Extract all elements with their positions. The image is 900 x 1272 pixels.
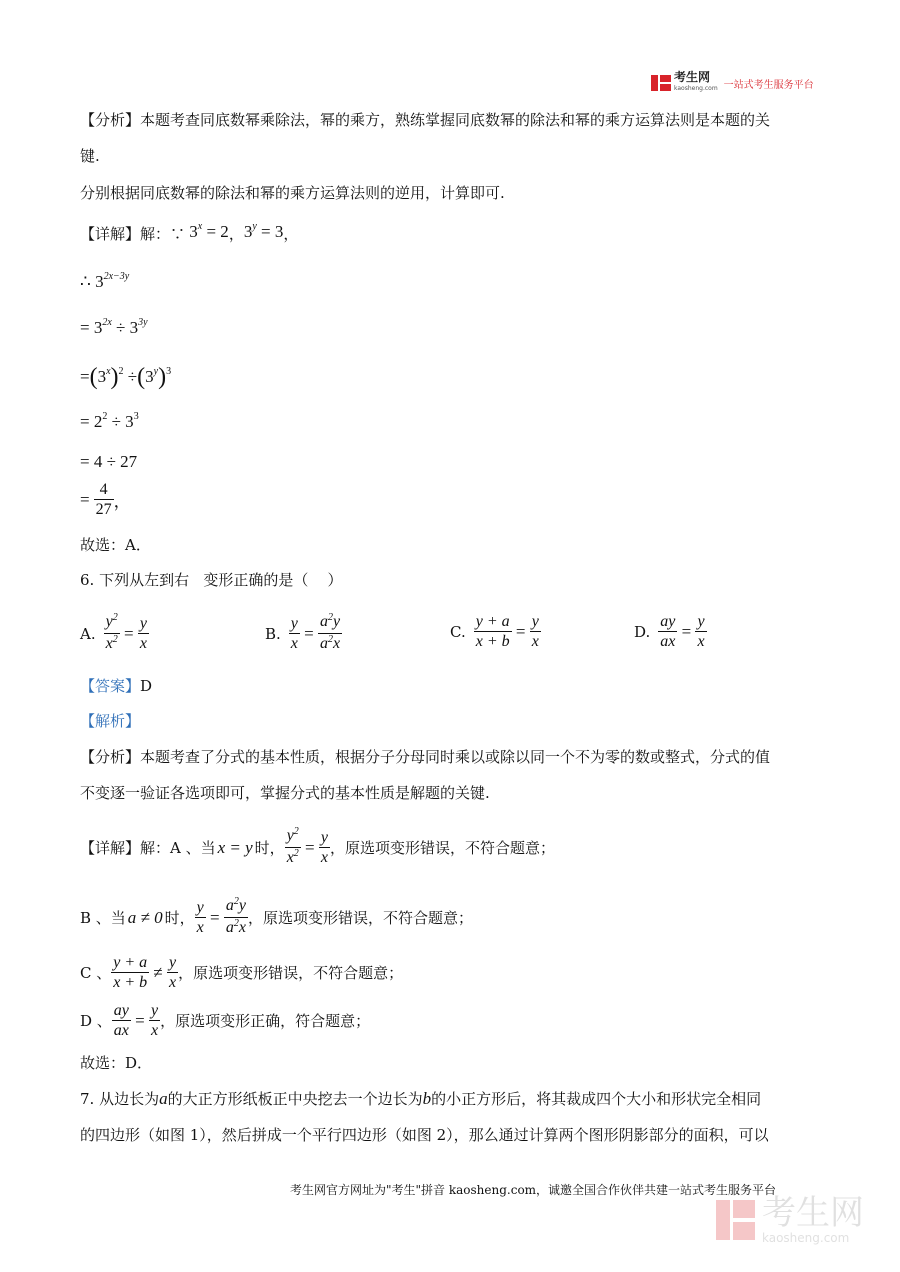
q5-comma: ， <box>228 224 244 243</box>
watermark-brand: 考生网 <box>762 1193 864 1233</box>
q6-detail-c: C 、 $\frac{y + a}{x + b}$ ≠ $\frac{y}{x}$ ，原选项变形错误，不符合题意； <box>80 954 404 991</box>
q5-step5: = 4 ÷ 27 <box>80 452 138 471</box>
q6-detail-b: B 、当 a ≠ 0 时， $\frac{y}{x}$ = $\frac{a^2y}{a^2x}$ ，原选项变形错误，不符合题意； <box>80 896 473 939</box>
q5-detail-prefix: 【详解】解：∵ <box>80 224 186 243</box>
q5-result-numerator: 4 <box>99 481 108 498</box>
brand-name: 考生网 <box>674 70 711 84</box>
q5-step6: = $\frac{4}{27}$ ， <box>80 481 131 518</box>
q6-jiexi-tag: 【解析】 <box>80 712 141 730</box>
answer-tag: 【答案】 <box>80 677 141 695</box>
q5-step1: ∴ $3^{2x-3y}$ <box>80 271 130 291</box>
q6-stem: 6. 下列从左到右 变形正确的是（ ） <box>80 571 343 589</box>
header-logo <box>651 72 814 94</box>
brand-domain: kaosheng.com <box>674 85 718 92</box>
q5-result-denominator: 27 <box>95 501 112 518</box>
q6-analysis-line2: 不变逐一验证各选项即可，掌握分式的基本性质是解题的关键. <box>80 784 490 802</box>
q7-line1: 7. 从边长为a的大正方形纸板正中央挖去一个边长为b的小正方形后，将其裁成四个大小和形状完全相同 <box>80 1089 762 1108</box>
header-slogan: 一站式考生服务平台 <box>723 79 814 91</box>
kaosheng-logo-icon <box>651 73 671 93</box>
answer-value: D <box>140 677 153 695</box>
q5-analysis-line1: 【分析】本题考查同底数幂乘除法，幂的乘方，熟练掌握同底数幂的除法和幂的乘方运算法则是本题的关 <box>80 111 771 129</box>
watermark-logo-icon <box>716 1196 756 1244</box>
footer-watermark <box>716 1193 864 1245</box>
q6-analysis-line1: 【分析】本题考查了分式的基本性质，根据分子分母同时乘以或除以同一个不为零的数或整式，分式的值 <box>80 748 771 766</box>
q5-analysis-line2: 键. <box>80 147 100 165</box>
q5-cond-2: $3^y = 3$ <box>243 221 284 241</box>
q5-cond-1: $3^x = 2$ <box>185 221 229 241</box>
q6-detail-d: D 、 $\frac{ay}{ax}$ = $\frac{y}{x}$ ，原选项变形正确，符合题意； <box>80 1002 371 1039</box>
q6-option-a: A. $\frac{y^2}{x^2}$ = $\frac{y}{x}$ <box>80 612 149 655</box>
q6-option-d: D. $\frac{ay}{ax}$ = $\frac{y}{x}$ <box>634 613 705 650</box>
watermark-domain: kaosheng.com <box>762 1231 850 1245</box>
footer-text: 考生网官方网址为"考生"拼音 kaosheng.com，诚邀全国合作伙伴共建一站式考生服务平台 <box>290 1183 777 1197</box>
q7-line2: 的四边形（如图 1），然后拼成一个平行四边形（如图 2），那么通过计算两个图形阴影部分的面积，可以 <box>80 1126 769 1144</box>
q6-option-c: C. $\frac{y + a}{x + b}$ = $\frac{y}{x}$ <box>450 613 539 650</box>
q5-analysis-line3: 分别根据同底数幂的除法和幂的乘方运算法则的逆用，计算即可. <box>80 184 505 202</box>
q5-step2: = $3^{2x} \div 3^{3y}$ <box>80 317 148 337</box>
q5-detail-line: 【详解】解：∵ $3^x = 2$ ， $3^y = 3$ ， <box>80 222 298 245</box>
q5-step3: $=(3^x)^2 \div(3^y)^3$ <box>80 364 172 390</box>
q6-detail-a: 【详解】解：A 、当 x = y 时， $\frac{y^2}{x^2}$ = $\frac{y}{x}$ ，原选项变形错误，不符合题意； <box>80 826 555 869</box>
q6-option-b: B. $\frac{y}{x}$ = $\frac{a^2y}{a^2x}$ <box>265 612 342 655</box>
q5-choice: 故选：A． <box>80 536 151 554</box>
q5-step4: = $2^2 \div 3^3$ <box>80 411 139 431</box>
q6-answer <box>80 676 152 696</box>
q6-choice: 故选：D． <box>80 1054 153 1072</box>
